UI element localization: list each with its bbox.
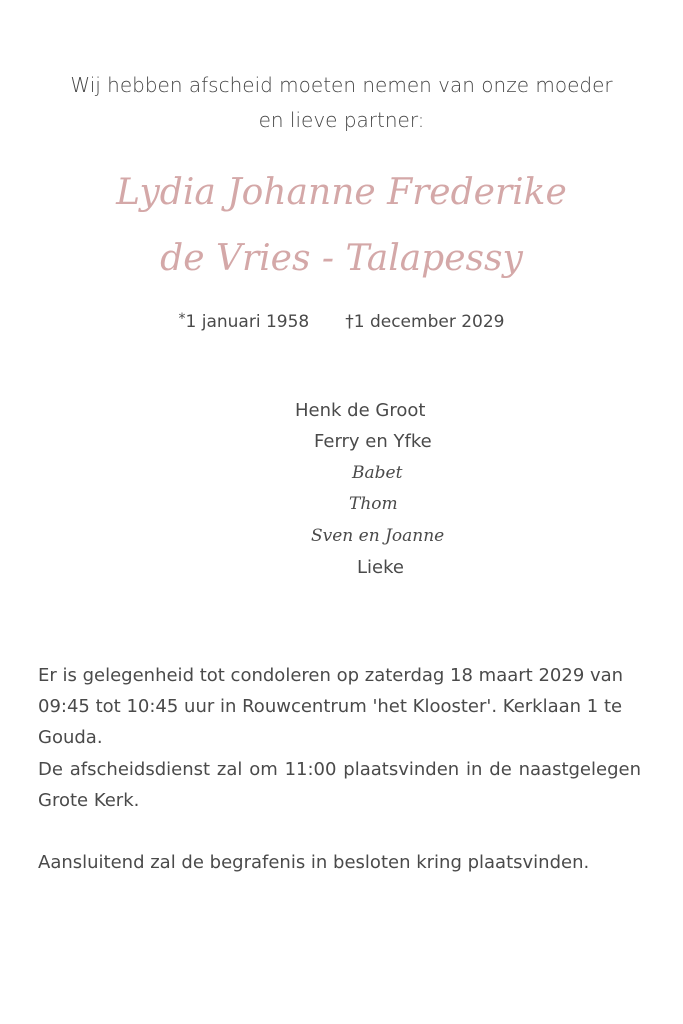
family-member-lieke: Lieke [357, 557, 404, 578]
life-dates [0, 305, 683, 336]
deceased-name [0, 160, 683, 292]
death-symbol: † [345, 312, 354, 332]
service-paragraph: De afscheidsdienst zal om 11:00 plaatsvinden in de naastgelegen Grote Kerk. [38, 759, 641, 811]
death-date: 1 december 2029 [353, 312, 505, 332]
condolence-paragraph: Er is gelegenheid tot condoleren op zaterdag 18 maart 2029 van 09:45 tot 10:45 uur in Rouwcentrum 'het Klooster'. Kerklaan 1 te Gouda. [38, 665, 624, 748]
family-member-babet: Babet [352, 463, 403, 483]
deceased-name-line-1: Lydia Johanne Frederike [116, 172, 567, 213]
family-member-ferry-yfke: Ferry en Yfke [314, 431, 432, 452]
family-member-henk: Henk de Groot [295, 400, 426, 421]
family-member-thom: Thom [349, 494, 398, 514]
intro-line-2: en lieve partner: [258, 108, 425, 132]
deceased-name-line-2: de Vries - Talapessy [160, 238, 523, 279]
birth-date: 1 januari 1958 [185, 312, 310, 332]
family-member-sven-joanne: Sven en Joanne [311, 526, 445, 546]
intro-line-1: Wij hebben afscheid moeten nemen van onze moeder [70, 73, 613, 97]
burial-paragraph: Aansluitend zal de begrafenis in besloten kring plaatsvinden. [38, 852, 590, 873]
birth-symbol: * [178, 311, 186, 327]
intro-text [0, 68, 683, 138]
